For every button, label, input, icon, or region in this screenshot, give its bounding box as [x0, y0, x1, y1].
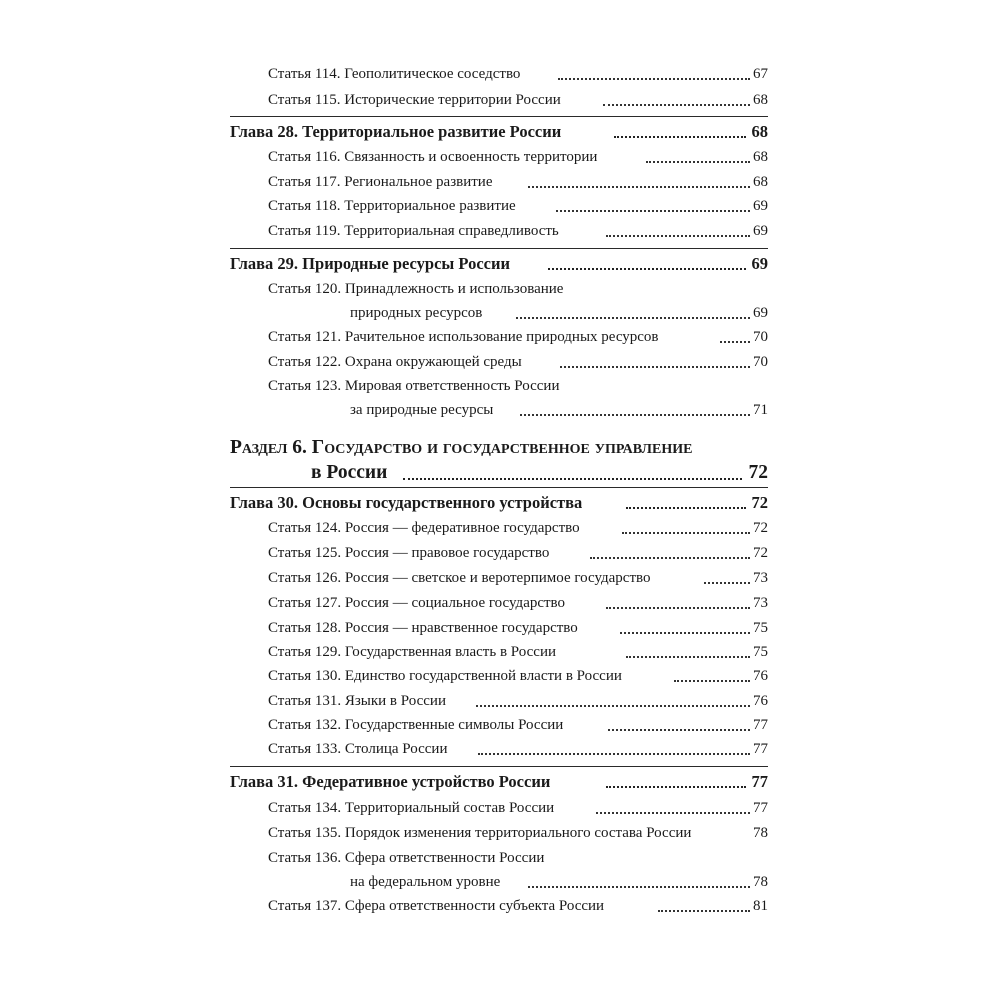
toc-article-120 [268, 277, 768, 325]
toc-article-132 [268, 713, 768, 737]
toc-page-number: 77 [752, 737, 768, 761]
chapter-divider [230, 248, 768, 249]
toc-page-number: 72 [751, 489, 769, 517]
dot-leader [620, 630, 750, 634]
dot-leader [658, 908, 750, 912]
toc-article-title: Статья 127. Россия — социальное государство [268, 595, 566, 611]
toc-article-122 [268, 350, 768, 374]
toc-article-133 [268, 737, 768, 761]
toc-page-number: 68 [751, 118, 769, 146]
toc-page-number: 69 [752, 219, 768, 243]
toc-article-title: Статья 133. Столица России [268, 741, 448, 757]
toc-article-title: Статья 121. Рачительное использование природных ресурсов [268, 329, 659, 345]
toc-article-124 [268, 516, 768, 540]
toc-section-6-title: Раздел 6. Государство и государственное управление [230, 437, 693, 458]
toc-article-title: Статья 116. Связанность и освоенность территории [268, 149, 598, 165]
toc-article-title-continuation: на федеральном уровне [350, 874, 501, 890]
toc-page-number: 76 [752, 689, 768, 713]
toc-article-title: Статья 128. Россия — нравственное государство [268, 620, 578, 636]
toc-article-title: Статья 126. Россия — светское и веротерпимое государство [268, 570, 651, 586]
toc-chapter-29 [230, 250, 768, 278]
toc-article-title: Статья 119. Территориальная справедливость [268, 223, 559, 239]
toc-article-title: Статья 136. Сфера ответственности России [268, 850, 545, 866]
toc-article-title: Статья 135. Порядок изменения территориального состава России [268, 825, 692, 841]
toc-page-number: 72 [752, 541, 768, 565]
toc-page-number: 71 [752, 398, 768, 422]
dot-leader [548, 266, 746, 270]
toc-page-number: 73 [752, 566, 768, 590]
dot-leader [606, 605, 750, 609]
toc-article-119 [268, 219, 768, 243]
toc-article-title: Статья 114. Геополитическое соседство [268, 66, 521, 82]
toc-chapter-title: Глава 30. Основы государственного устройства [230, 493, 583, 512]
toc-article-title: Статья 129. Государственная власть в России [268, 644, 556, 660]
dot-leader [596, 810, 750, 814]
toc-page-number: 69 [752, 301, 768, 325]
toc-page-number: 67 [752, 62, 768, 86]
dot-leader [614, 134, 746, 138]
toc-article-title: Статья 137. Сфера ответственности субъекта России [268, 898, 605, 914]
dot-leader [606, 784, 746, 788]
toc-page-number: 69 [752, 194, 768, 218]
toc-page-number: 68 [752, 170, 768, 194]
toc-article-title: Статья 131. Языки в России [268, 693, 446, 709]
toc-article-136 [268, 846, 768, 894]
toc-article-127 [268, 591, 768, 615]
toc-page-number: 81 [752, 894, 768, 918]
toc-page-number: 75 [752, 640, 768, 664]
toc-page-number: 70 [752, 350, 768, 374]
toc-page-number: 69 [751, 250, 769, 278]
toc-article-117 [268, 170, 768, 194]
toc-page-number: 77 [752, 796, 768, 820]
dot-leader [520, 412, 750, 416]
toc-page-number: 76 [752, 664, 768, 688]
toc-article-title: Статья 125. Россия — правовое государство [268, 545, 550, 561]
dot-leader [622, 530, 750, 534]
dot-leader [478, 751, 750, 755]
toc-article-121 [268, 325, 768, 349]
toc-article-125 [268, 541, 768, 565]
toc-chapter-title: Глава 29. Природные ресурсы России [230, 254, 510, 273]
toc-page-number: 72 [748, 458, 769, 488]
toc-article-title: Статья 134. Территориальный состав России [268, 800, 555, 816]
toc-article-129 [268, 640, 768, 664]
dot-leader [528, 884, 750, 888]
toc-article-130 [268, 664, 768, 688]
chapter-divider [230, 766, 768, 767]
toc-page-number: 75 [752, 616, 768, 640]
toc-article-title: Статья 117. Региональное развитие [268, 174, 493, 190]
dot-leader [603, 102, 750, 106]
toc-article-134 [268, 796, 768, 820]
dot-leader [704, 580, 750, 584]
toc-article-title: Статья 115. Исторические территории России [268, 92, 561, 108]
toc-article-118 [268, 194, 768, 218]
dot-leader [560, 364, 750, 368]
toc-article-title: Статья 124. Россия — федеративное государство [268, 520, 580, 536]
dot-leader [606, 233, 750, 237]
toc-article-title: Статья 122. Охрана окружающей среды [268, 354, 522, 370]
toc-article-title-continuation: природных ресурсов [350, 305, 483, 321]
dot-leader [674, 678, 750, 682]
toc-chapter-30 [230, 489, 768, 517]
toc-page-number: 77 [752, 713, 768, 737]
dot-leader [626, 505, 746, 509]
toc-article-131 [268, 689, 768, 713]
dot-leader [720, 339, 750, 343]
toc-page-number: 68 [752, 145, 768, 169]
toc-article-115 [268, 88, 768, 112]
toc-article-114 [268, 62, 768, 86]
toc-article-116 [268, 145, 768, 169]
dot-leader [516, 315, 750, 319]
toc-section-title-continuation: в России [311, 462, 388, 483]
toc-page-number: 72 [752, 516, 768, 540]
dot-leader [590, 555, 750, 559]
chapter-divider [230, 116, 768, 117]
dot-leader [556, 208, 750, 212]
toc-article-title: Статья 130. Единство государственной власти в России [268, 668, 622, 684]
dot-leader [646, 159, 750, 163]
toc-section-6 [311, 458, 768, 488]
toc-article-137 [268, 894, 768, 918]
toc-article-title: Статья 132. Государственные символы России [268, 717, 564, 733]
toc-article-title: Статья 123. Мировая ответственность России [268, 378, 560, 394]
toc-page-number: 78 [752, 821, 768, 845]
toc-article-135 [268, 821, 768, 845]
toc-article-title-continuation: за природные ресурсы [350, 402, 494, 418]
toc-page-number: 73 [752, 591, 768, 615]
dot-leader [528, 184, 750, 188]
toc-article-128 [268, 616, 768, 640]
toc-page-number: 68 [752, 88, 768, 112]
toc-article-title: Статья 120. Принадлежность и использование [268, 281, 564, 297]
dot-leader [626, 654, 750, 658]
toc-article-title: Статья 118. Территориальное развитие [268, 198, 516, 214]
toc-page-number: 77 [751, 768, 769, 796]
toc-chapter-title: Глава 28. Территориальное развитие России [230, 122, 562, 141]
toc-article-123 [268, 374, 768, 422]
dot-leader [558, 76, 750, 80]
dot-leader [608, 727, 750, 731]
toc-page-number: 78 [752, 870, 768, 894]
toc-chapter-28 [230, 118, 768, 146]
toc-chapter-31 [230, 768, 768, 796]
dot-leader [476, 703, 750, 707]
toc-article-126 [268, 566, 768, 590]
toc-chapter-title: Глава 31. Федеративное устройство России [230, 772, 551, 791]
toc-page-number: 70 [752, 325, 768, 349]
chapter-divider [230, 487, 768, 488]
dot-leader [403, 476, 742, 480]
